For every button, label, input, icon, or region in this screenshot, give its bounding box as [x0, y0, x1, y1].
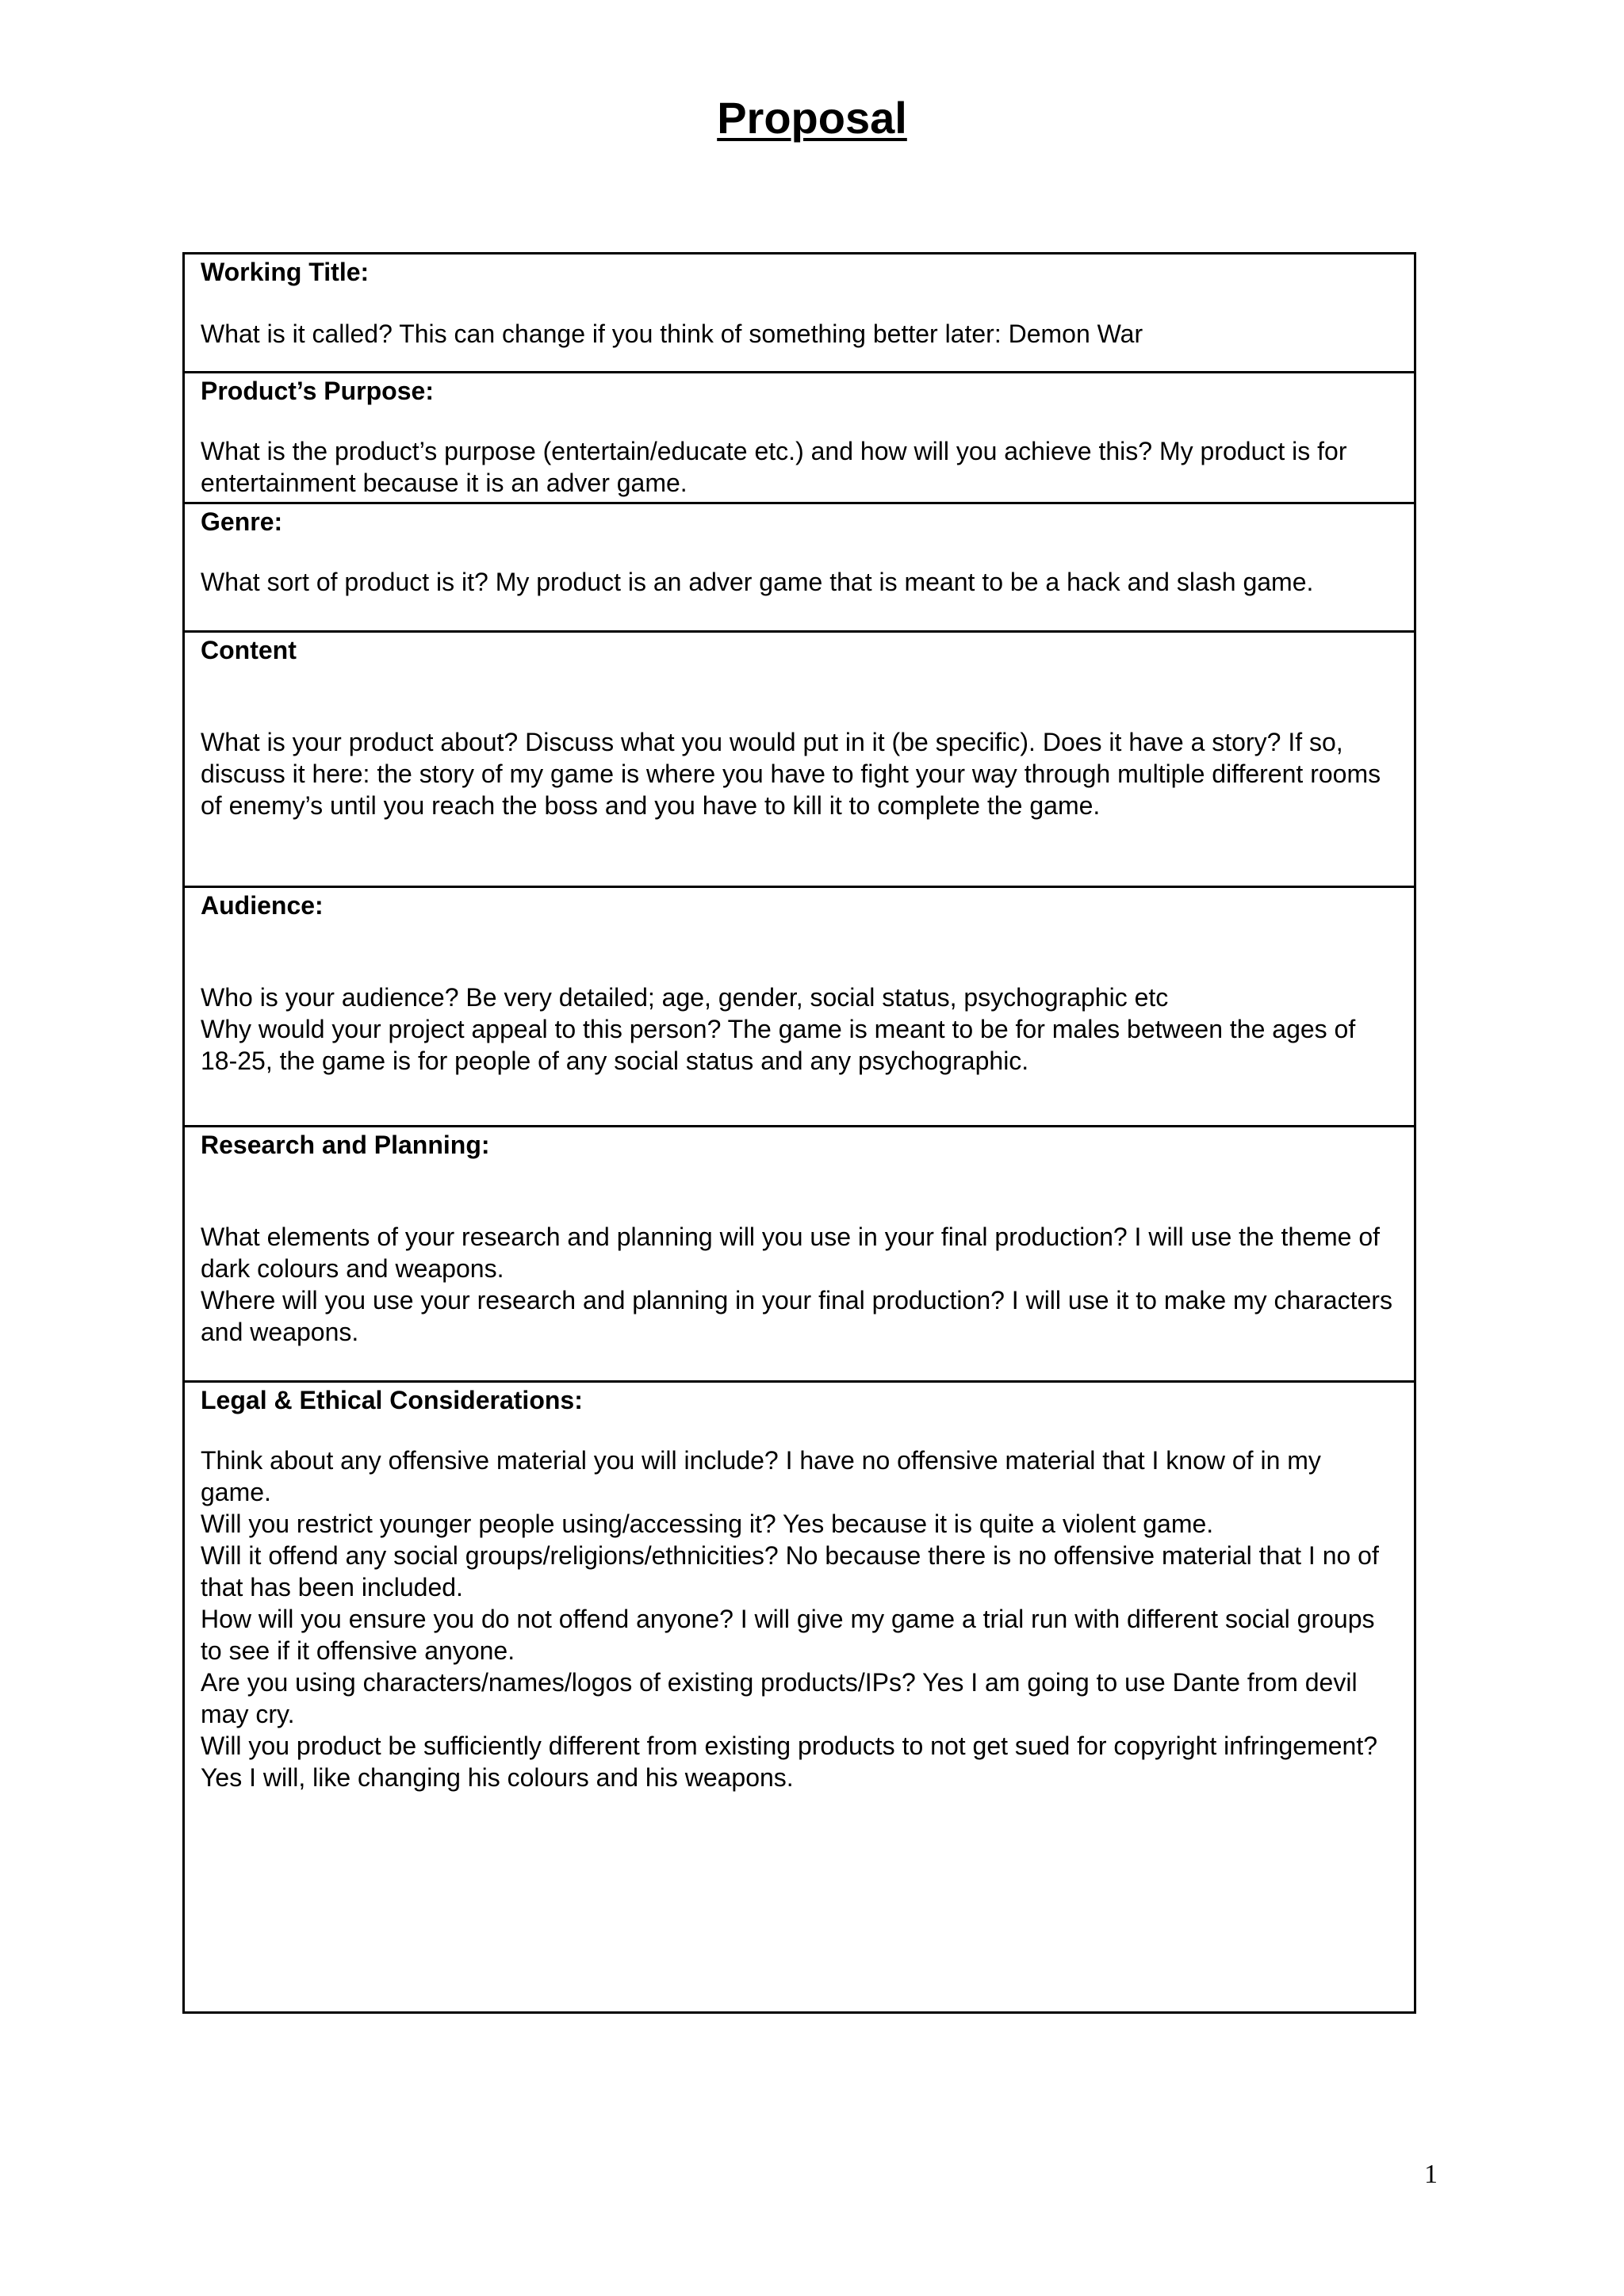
section-body: [201, 566, 1393, 598]
section-label: Working Title:: [201, 258, 370, 286]
section-content: [185, 633, 1414, 888]
section-label: Content: [201, 636, 297, 664]
section-audience: [185, 888, 1414, 1127]
section-line: What sort of product is it? My product is an adver game that is meant to be a hack and slash game.: [201, 568, 1314, 596]
section-body: [201, 726, 1393, 821]
section-line: Why would your project appeal to this person? The game is meant to be for males between the ages of 18-25, the game is for people of any social status and any psychographic.: [201, 1015, 1356, 1075]
section-line: How will you ensure you do not offend anyone? I will give my game a trial run with different social groups to see if it offensive anyone.: [201, 1605, 1375, 1665]
section-line: Will you product be sufficiently different from existing products to not get sued for copyright infringement? Yes I will, like changing his colours and his weapons.: [201, 1732, 1378, 1792]
section-body: [201, 1445, 1393, 1793]
section-genre: [185, 504, 1414, 633]
section-products-purpose: [185, 373, 1414, 504]
section-working-title: [185, 254, 1414, 373]
section-line: What elements of your research and planning will you use in your final production? I will use the theme of dark colours and weapons.: [201, 1223, 1381, 1283]
section-body: [201, 1221, 1393, 1348]
section-legal-ethical: [185, 1383, 1414, 2011]
section-body: [201, 318, 1393, 350]
section-line: Where will you use your research and planning in your final production? I will use it to make my characters and weapons.: [201, 1286, 1392, 1346]
section-line: Will it offend any social groups/religions/ethnicities? No because there is no offensive material that I no of that has been included.: [201, 1541, 1379, 1601]
section-label: Research and Planning:: [201, 1131, 490, 1159]
section-line: Think about any offensive material you will include? I have no offensive material that I know of in my game.: [201, 1446, 1321, 1506]
section-research-planning: [185, 1127, 1414, 1383]
section-label: Audience:: [201, 891, 324, 920]
proposal-form: [182, 252, 1416, 2014]
section-line: What is the product’s purpose (entertain/educate etc.) and how will you achieve this? My product is for entertainment because it is an adver game.: [201, 437, 1347, 497]
section-line: Who is your audience? Be very detailed; age, gender, social status, psychographic etc: [201, 983, 1169, 1012]
page-title: Proposal: [717, 93, 907, 143]
section-line: Are you using characters/names/logos of existing products/IPs? Yes I am going to use Dante from devil may cry.: [201, 1668, 1358, 1728]
section-line: Will you restrict younger people using/accessing it? Yes because it is quite a violent game.: [201, 1510, 1214, 1538]
section-body: [201, 435, 1393, 499]
section-label: Product’s Purpose:: [201, 377, 434, 405]
section-label: Genre:: [201, 507, 283, 536]
section-label: Legal & Ethical Considerations:: [201, 1386, 583, 1414]
section-body: [201, 982, 1393, 1077]
section-line: What is it called? This can change if you think of something better later: Demon War: [201, 320, 1143, 348]
section-line: What is your product about? Discuss what you would put in it (be specific). Does it have a story? If so, discuss it here: the story of my game is where you have to fight your way through multiple different rooms of enemy’s until you reach the boss and you have to kill it to complete the game.: [201, 728, 1381, 820]
page-number: 1: [1424, 2160, 1438, 2189]
